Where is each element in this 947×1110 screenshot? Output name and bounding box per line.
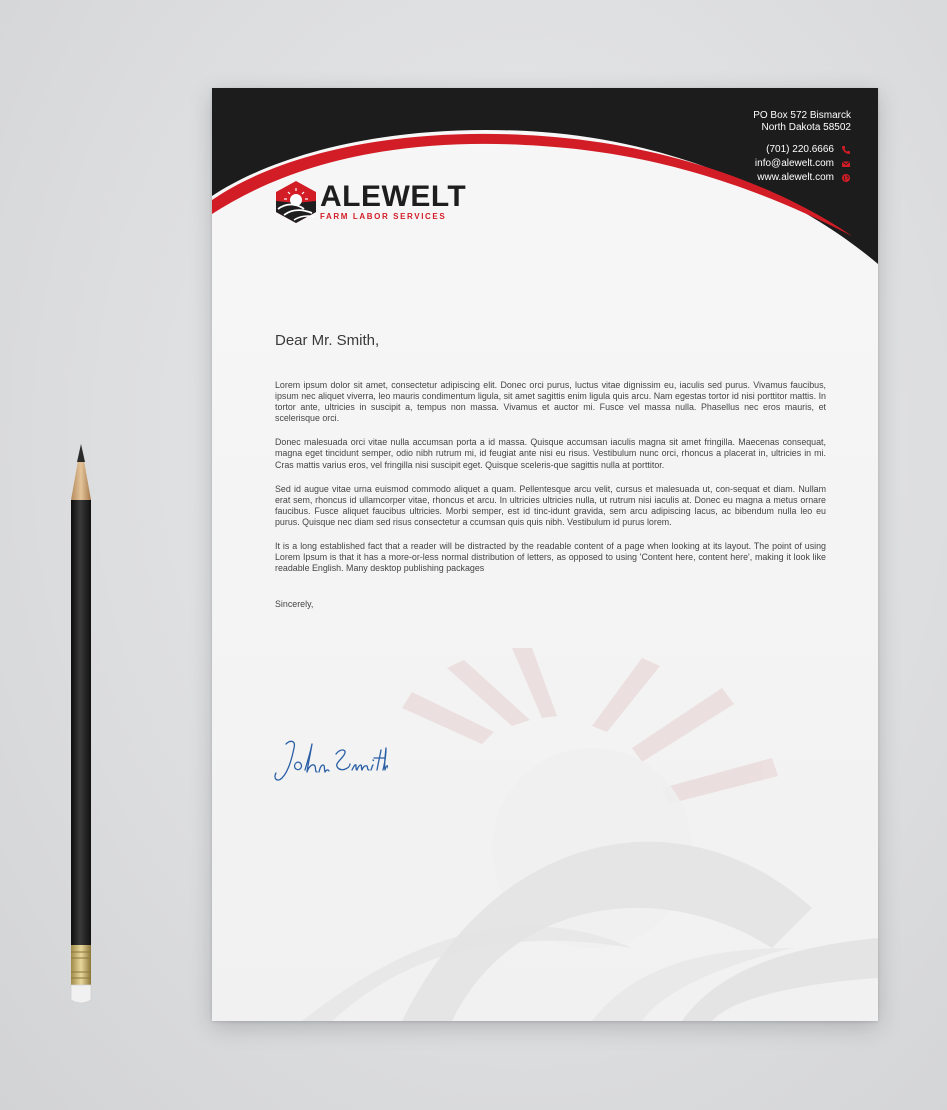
contact-block xyxy=(753,110,851,185)
letterhead-sheet xyxy=(212,88,878,1021)
logo-wordmark xyxy=(320,180,467,221)
email-row xyxy=(753,157,851,171)
salutation: Dear Mr. Smith, xyxy=(275,332,380,349)
brand-tagline: FARM LABOR SERVICES xyxy=(320,212,447,221)
letter-body xyxy=(275,332,826,618)
email-address: info@alewelt.com xyxy=(754,158,834,169)
phone-icon xyxy=(841,145,851,155)
paragraph-4: It is a long established fact that a reader will be distracted by the readable content of a page when looking at its layout. The point of using Lorem Ipsum is that it has a more-or-less normal distribution of letters, as opposed to using 'Content here, content here', making it look like readable English. Many desktop publishing packages xyxy=(275,541,826,574)
pencil-illustration xyxy=(66,440,96,1008)
email-icon xyxy=(841,159,851,169)
website-row xyxy=(753,171,851,185)
paragraph-2: Donec malesuada orci vitae nulla accumsan porta a id massa. Quisque accumsan iaculis magna sit amet fringilla. Maecenas consequat, magna eget tincidunt semper, odio nibh rutrum mi, id feugiat ante nisi eu risus. Vestibulum nunc orci, rhoncus a placerat in, ultricies in mi. Cras mattis varius eros, vel fringilla nisi suscipit eget. Quisque sceleris-que sagittis nulla at porttitor. xyxy=(275,437,826,470)
address-line-2: North Dakota 58502 xyxy=(761,122,851,133)
brand-name: ALEWELT xyxy=(320,180,467,213)
paragraph-1: Lorem ipsum dolor sit amet, consectetur adipiscing elit. Donec orci purus, luctus vitae dignissim eu, iaculis sed purus. Vivamus faucibus, ipsum nec aliquet viverra, leo mauris condimentum ligula, sit amet sagittis enim ligula quis arcu. Nam egestas tortor id nisi porttitor mattis. In tortor ante, ultricies in suscipit a, tempus non massa. Vivamus et auctor mi. Fusce vel massa nulla. Phasellus nec eros mauris, et scelerisque orci. xyxy=(275,380,826,424)
logo-mark-icon xyxy=(274,179,318,225)
signature xyxy=(270,728,388,788)
paragraph-3: Sed id augue vitae urna euismod commodo aliquet a quam. Pellentesque arcu velit, cursus et malesuada ut, con-sequat et diam. Nullam erat sem, rhoncus id ullamcorper vitae, rhoncus et arcu. In ultricies ultricies nulla, ut rutrum nisi iaculis at. Donec eu magna a metus ornare faucibus. Fusce aliquet faucibus ultricies. Morbi semper, est id tinc-idunt gravida, sem arcu adipiscing lacus, ac bibendum nulla leo eu purus. Quisque nec diam sed risus consectetur a ccumsan quis quis nibh. Vestibulum id purus lorem. xyxy=(275,483,826,527)
globe-icon xyxy=(841,173,851,183)
closing: Sincerely, xyxy=(275,599,314,610)
company-logo xyxy=(274,179,466,225)
phone-number: (701) 220.6666 xyxy=(766,144,834,155)
website-url: www.alewelt.com xyxy=(757,172,834,183)
address-line-1: PO Box 572 Bismarck xyxy=(753,110,851,121)
phone-row xyxy=(753,143,851,157)
sunrise-watermark xyxy=(212,648,878,1021)
